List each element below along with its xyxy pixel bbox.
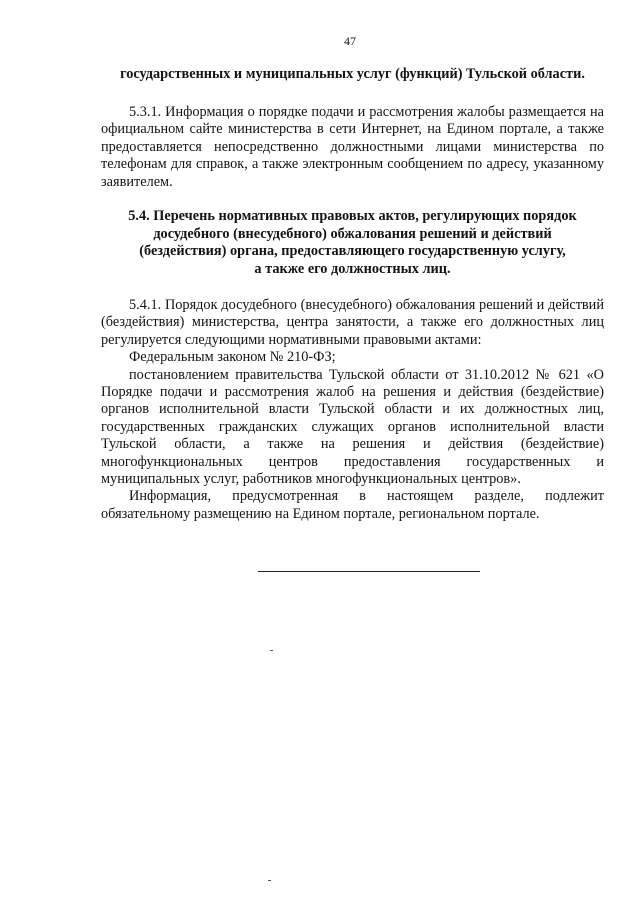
section-heading-line: а также его должностных лиц. xyxy=(254,260,451,277)
continuation-line: государственных и муниципальных услуг (функций) Тульской области. xyxy=(120,66,585,82)
paragraph-information: Информация, предусмотренная в настоящем разделе, подлежит обязательному размещению на Едином портале, региональном портале. xyxy=(101,488,604,522)
paragraph-resolution: постановлением правительства Тульской области от 31.10.2012 № 621 «О Порядке подачи и рассмотрения жалоб на решения и действия (бездействие) органов исполнительной власти Тульской области и их должностных лиц, государственных гражданских служащих органов исполнительной власти Тульской области, а также на решения и действия (бездействие) многофункциональных центров предоставления государственных и муниципальных услуг, работников многофункциональных центров». xyxy=(101,366,604,488)
scan-speck xyxy=(268,880,271,881)
paragraph-federal-law: Федеральным законом № 210-ФЗ; xyxy=(129,349,336,366)
section-heading-line: досудебного (внесудебного) обжалования решений и действий xyxy=(153,225,552,242)
page-number: 47 xyxy=(344,34,356,48)
paragraph-5-3-1: 5.3.1. Информация о порядке подачи и рассмотрения жалобы размещается на официальном сайте министерства в сети Интернет, на Едином портале, а также предоставляется непосредственно должностными лицами министерства по телефонам для справок, а также электронным сообщением по адресу, указанному заявителем. xyxy=(101,104,604,190)
paragraph-5-4-1: 5.4.1. Порядок досудебного (внесудебного) обжалования решений и действий (бездействия) министерства, центра занятости, а также его должностных лиц регулируется следующими нормативными правовыми актами: xyxy=(101,297,604,348)
end-rule xyxy=(258,571,480,572)
section-heading-line: (бездействия) органа, предоставляющего государственную услугу, xyxy=(139,243,566,260)
section-5-4-heading xyxy=(101,208,604,278)
section-heading-line: 5.4. Перечень нормативных правовых актов, регулирующих порядок xyxy=(128,208,577,224)
scan-speck xyxy=(270,650,273,651)
clause-5-4-1 xyxy=(101,297,604,523)
clause-5-3-1 xyxy=(101,104,604,191)
